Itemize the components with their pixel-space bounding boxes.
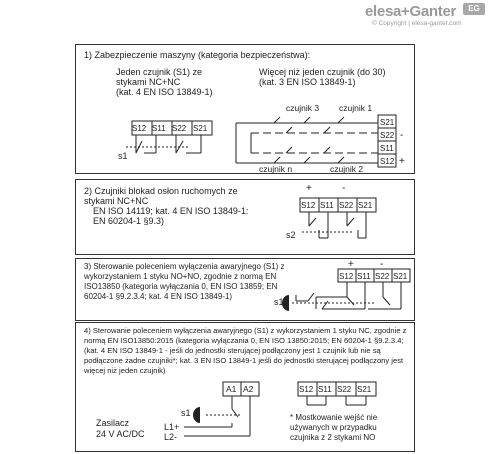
copyright-text: © Copyright | elesa-ganter.com bbox=[372, 20, 462, 27]
section-1-right-line-2: (kat. 3 EN ISO 13849-1) bbox=[259, 77, 356, 87]
section-1-panel bbox=[75, 44, 415, 174]
s1-minus: - bbox=[400, 130, 404, 141]
s4-terminal-1: S11 bbox=[318, 385, 332, 394]
s2-terminal-3: S21 bbox=[358, 201, 373, 210]
s3-terminal-0: S12 bbox=[339, 272, 354, 281]
sensor-1-label: czujnik 1 bbox=[339, 103, 373, 113]
brand-name-a: elesa bbox=[365, 3, 402, 20]
section-1-left-line-2: stykami NC+NC bbox=[116, 77, 181, 87]
section-3-panel bbox=[75, 258, 415, 321]
section-4-diagram bbox=[76, 323, 414, 451]
section-4-line-1: 4) Sterowanie poleceniem wyłączenia awaryjnego (S1) z wykorzystaniem 1 styku NC, zgodnie z bbox=[84, 326, 407, 335]
brand-badge: EG bbox=[463, 3, 485, 15]
s1-right-terminal-2: S11 bbox=[380, 144, 394, 153]
brand-name-b: Ganter bbox=[409, 3, 457, 20]
section-4-line-4: podłączone żadne czujniki*; kat. 3 EN ISO 13849-1 jeśli do jednostki sterującej podłączony jest bbox=[84, 356, 404, 365]
s4-switch-label: s1 bbox=[181, 408, 191, 418]
section-3-diagram bbox=[76, 259, 414, 320]
supply-label-2: 24 V AC/DC bbox=[96, 429, 145, 439]
l2-minus-label: L2- bbox=[164, 432, 178, 442]
section-3-line-3: ISO13850 (kategoria wyłączania 0, EN ISO 13859; EN bbox=[84, 282, 278, 291]
s1-switch-label: s1 bbox=[118, 151, 128, 161]
s2-switch-label: s2 bbox=[286, 230, 296, 240]
s3-plus: + bbox=[348, 259, 354, 270]
s1-terminal-3: S21 bbox=[193, 124, 208, 133]
s4-terminal-2: S22 bbox=[337, 385, 352, 394]
section-2-panel bbox=[75, 179, 415, 255]
s2-plus: + bbox=[306, 183, 312, 194]
note-line-3: czujnika z 2 stykami NO bbox=[290, 433, 376, 442]
section-3-line-1: 3) Sterowanie poleceniem wyłączenia awaryjnego (S1) z bbox=[84, 262, 285, 271]
section-4-panel bbox=[75, 322, 415, 452]
s2-terminal-1: S11 bbox=[320, 201, 334, 210]
section-2-line-3: EN ISO 14119; kat. 4 EN ISO 13849-1: bbox=[93, 206, 249, 216]
section-2-line-4: EN 60204-1 §9.3) bbox=[93, 216, 165, 226]
s4-terminal-0: S12 bbox=[299, 385, 314, 394]
section-1-left-line-1: Jeden czujnik (S1) ze bbox=[116, 67, 203, 77]
note-line-2: używanych w przypadku bbox=[290, 423, 377, 432]
sensor-2-label: czujnik 2 bbox=[330, 164, 364, 174]
section-4-line-3: (kat. 4 EN ISO 13849-1 - jeśli do jednostki sterującej podłączony jest 1 czujnik lub nie są bbox=[84, 346, 381, 355]
s3-minus: - bbox=[380, 259, 384, 270]
section-1-right-line-1: Więcej niż jeden czujnik (do 30) bbox=[259, 67, 386, 77]
s1-terminal-2: S22 bbox=[172, 124, 187, 133]
brand-plus: + bbox=[401, 3, 410, 20]
section-1-left-line-3: (kat. 4 EN ISO 13849-1) bbox=[116, 87, 213, 97]
a1-terminal: A1 bbox=[226, 384, 237, 394]
l1-plus-label: L1+ bbox=[164, 422, 180, 432]
s1-right-terminal-1: S22 bbox=[380, 131, 395, 140]
supply-label-1: Zasilacz bbox=[96, 418, 130, 428]
s2-terminal-2: S22 bbox=[339, 201, 354, 210]
s1-terminal-0: S12 bbox=[132, 124, 147, 133]
a2-terminal: A2 bbox=[243, 384, 254, 394]
s4-terminal-3: S21 bbox=[357, 385, 372, 394]
section-4-line-2: normą EN ISO13850:2015 (kategoria wyłączania 0, EN ISO 13850:2015; EN 60204-1 §9.2.3.4; bbox=[84, 336, 404, 345]
s3-terminal-3: S21 bbox=[393, 272, 408, 281]
note-line-1: * Mostkowanie wejść nie bbox=[290, 413, 378, 422]
s1-right-terminal-3: S12 bbox=[380, 157, 395, 166]
s1-plus: + bbox=[399, 156, 405, 167]
sensor-3-label: czujnik 3 bbox=[286, 103, 320, 113]
section-4-line-5: więcej niż jeden czujnik) bbox=[84, 366, 166, 375]
s3-terminal-2: S22 bbox=[375, 272, 390, 281]
sensor-n-label: czujnik n bbox=[259, 164, 293, 174]
s1-right-terminal-0: S21 bbox=[380, 118, 395, 127]
section-2-title-2: stykami NC+NC bbox=[84, 196, 149, 206]
s3-terminal-1: S11 bbox=[357, 272, 371, 281]
s2-terminal-0: S12 bbox=[301, 201, 316, 210]
s3-switch-label: s1 bbox=[274, 297, 284, 307]
section-3-line-2: wykorzystaniem 1 styku NO+NO, zgodnie z normą EN bbox=[84, 272, 277, 281]
s1-terminal-1: S11 bbox=[152, 124, 166, 133]
section-2-title-1: 2) Czujniki blokad osłon ruchomych ze bbox=[84, 186, 238, 196]
section-1-diagram bbox=[76, 45, 414, 173]
brand-logo bbox=[365, 3, 456, 20]
section-1-title: 1) Zabezpieczenie maszyny (kategoria bezpieczeństwa): bbox=[84, 50, 311, 60]
section-2-diagram bbox=[76, 180, 414, 254]
s2-minus: - bbox=[342, 183, 346, 194]
section-3-line-4: 60204-1 §9.2.3.4; kat. 4 EN ISO 13849-1) bbox=[84, 292, 233, 301]
